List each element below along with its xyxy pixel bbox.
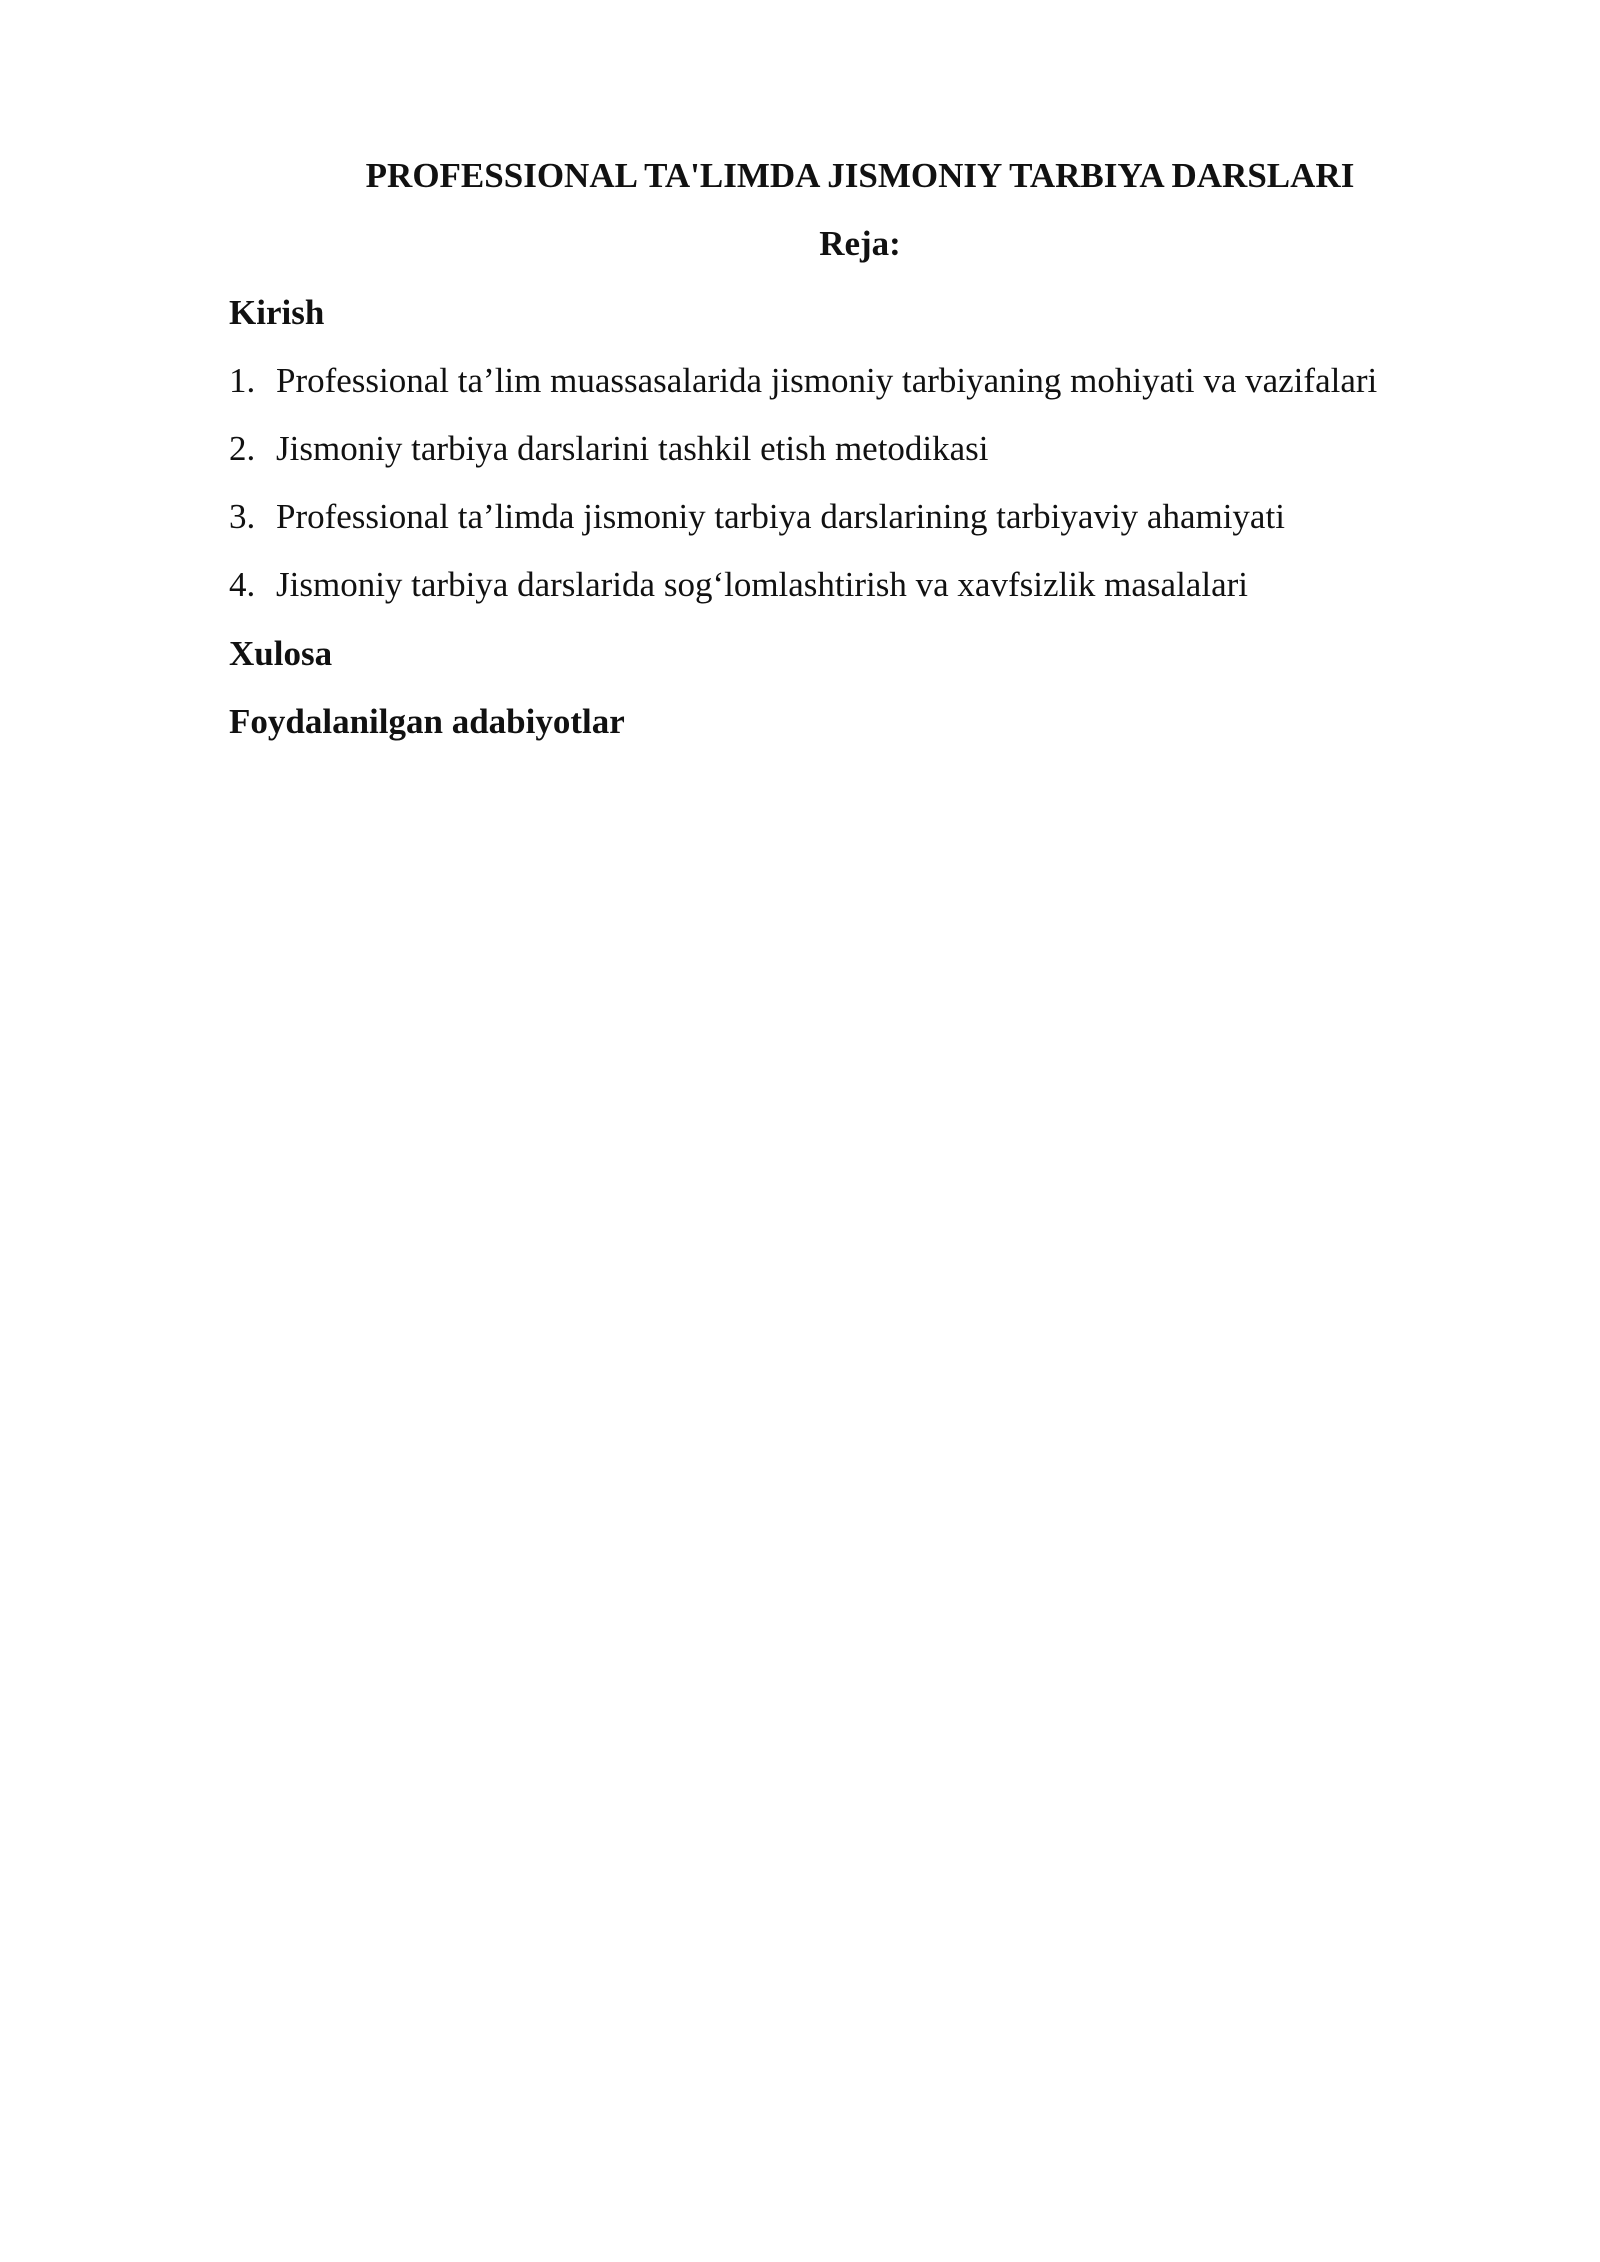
conclusion-heading: Xulosa — [229, 634, 333, 673]
plan-item-number: 1. — [229, 361, 256, 400]
plan-item-number: 4. — [229, 565, 256, 604]
page-title: PROFESSIONAL TA'LIMDA JISMONIY TARBIYA DARSLARI — [365, 156, 1355, 195]
plan-item-1 — [229, 355, 1377, 423]
plan-item-2 — [229, 423, 1377, 491]
plan-item-text: Professional ta’lim muassasalarida jismoniy tarbiyaning mohiyati va vazifalari — [276, 361, 1378, 400]
plan-item-number: 3. — [229, 497, 256, 536]
plan-heading: Reja: — [819, 224, 901, 263]
introduction-heading: Kirish — [229, 293, 325, 332]
plan-item-text: Jismoniy tarbiya darslarini tashkil etish metodikasi — [276, 429, 989, 468]
plan-list — [229, 355, 1377, 627]
plan-item-text: Jismoniy tarbiya darslarida sog‘lomlashtirish va xavfsizlik masalalari — [276, 565, 1248, 604]
plan-item-number: 2. — [229, 429, 256, 468]
plan-item-4 — [229, 559, 1377, 627]
plan-item-text: Professional ta’limda jismoniy tarbiya darslarining tarbiyaviy ahamiyati — [276, 497, 1285, 536]
plan-item-3 — [229, 491, 1377, 559]
references-heading: Foydalanilgan adabiyotlar — [229, 702, 625, 741]
